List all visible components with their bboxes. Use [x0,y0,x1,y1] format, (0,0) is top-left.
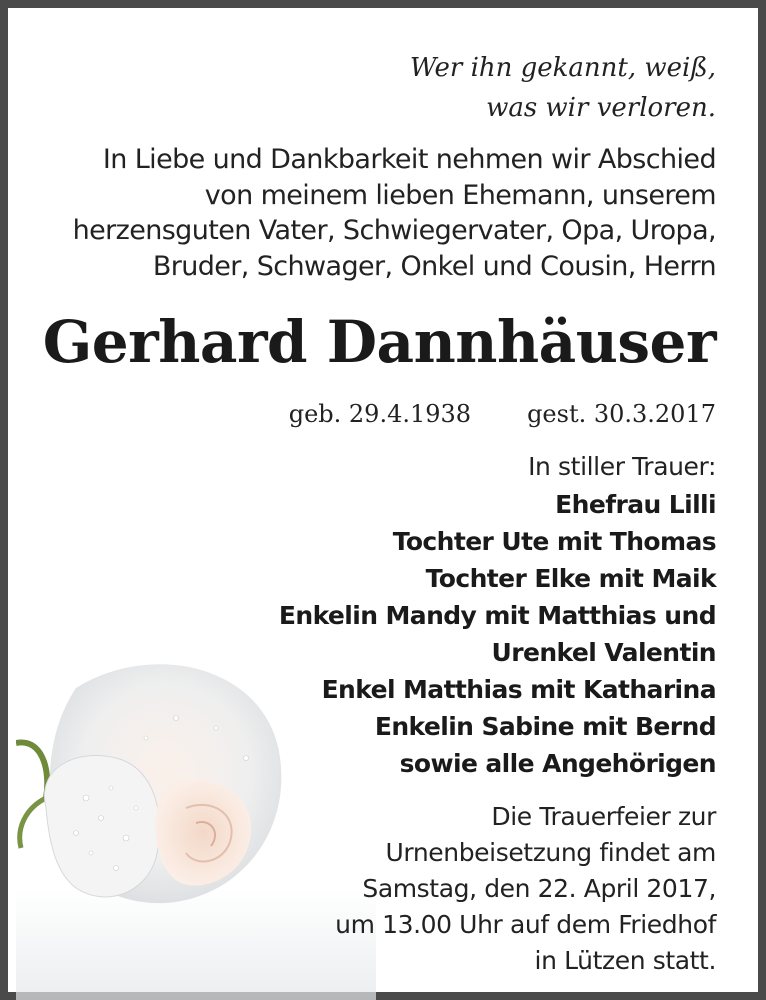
motto [36,48,716,128]
mourner: Tochter Ute mit Thomas [392,527,716,556]
service-line: Die Trauerfeier zur [491,802,716,831]
birth-date: geb. 29.4.1938 [288,400,472,428]
motto-line: Wer ihn gekannt, weiß, [409,53,716,83]
motto-line: was wir verloren. [486,93,716,123]
mourning-label: In stiller Trauer: [528,452,716,481]
intro-line: In Liebe und Dankbarkeit nehmen wir Abschied [102,144,716,175]
service-notice [36,799,716,979]
service-line: Urnenbeisetzung findet am [385,838,716,867]
intro-line: Bruder, Schwager, Onkel und Cousin, Herrn [152,250,716,282]
service-line: um 13.00 Uhr auf dem Friedhof [335,910,716,939]
mourner: Urenkel Valentin [491,638,716,667]
mourner: Tochter Elke mit Maik [425,564,716,593]
service-line: Samstag, den 22. April 2017, [362,874,716,903]
service-line: in Lützen statt. [534,946,716,975]
mourner: Enkel Matthias mit Katharina [321,675,716,704]
obituary-text [36,48,716,979]
mourner: Ehefrau Lilli [555,490,716,519]
intro-line: von meinem lieben Ehemann, unserem [204,179,716,211]
intro-line: herzensguten Vater, Schwiegervater, Opa, Uropa, [72,215,716,246]
mourners-list [36,486,716,782]
mourner: Enkelin Sabine mit Bernd [374,712,716,741]
mourner: sowie alle Angehörigen [399,749,716,778]
intro-text [36,142,716,284]
deceased-name: Gerhard Dannhäuser [42,308,716,376]
life-dates [36,394,716,434]
mourner: Enkelin Mandy mit Matthias und [278,601,716,630]
death-date: gest. 30.3.2017 [527,400,716,428]
